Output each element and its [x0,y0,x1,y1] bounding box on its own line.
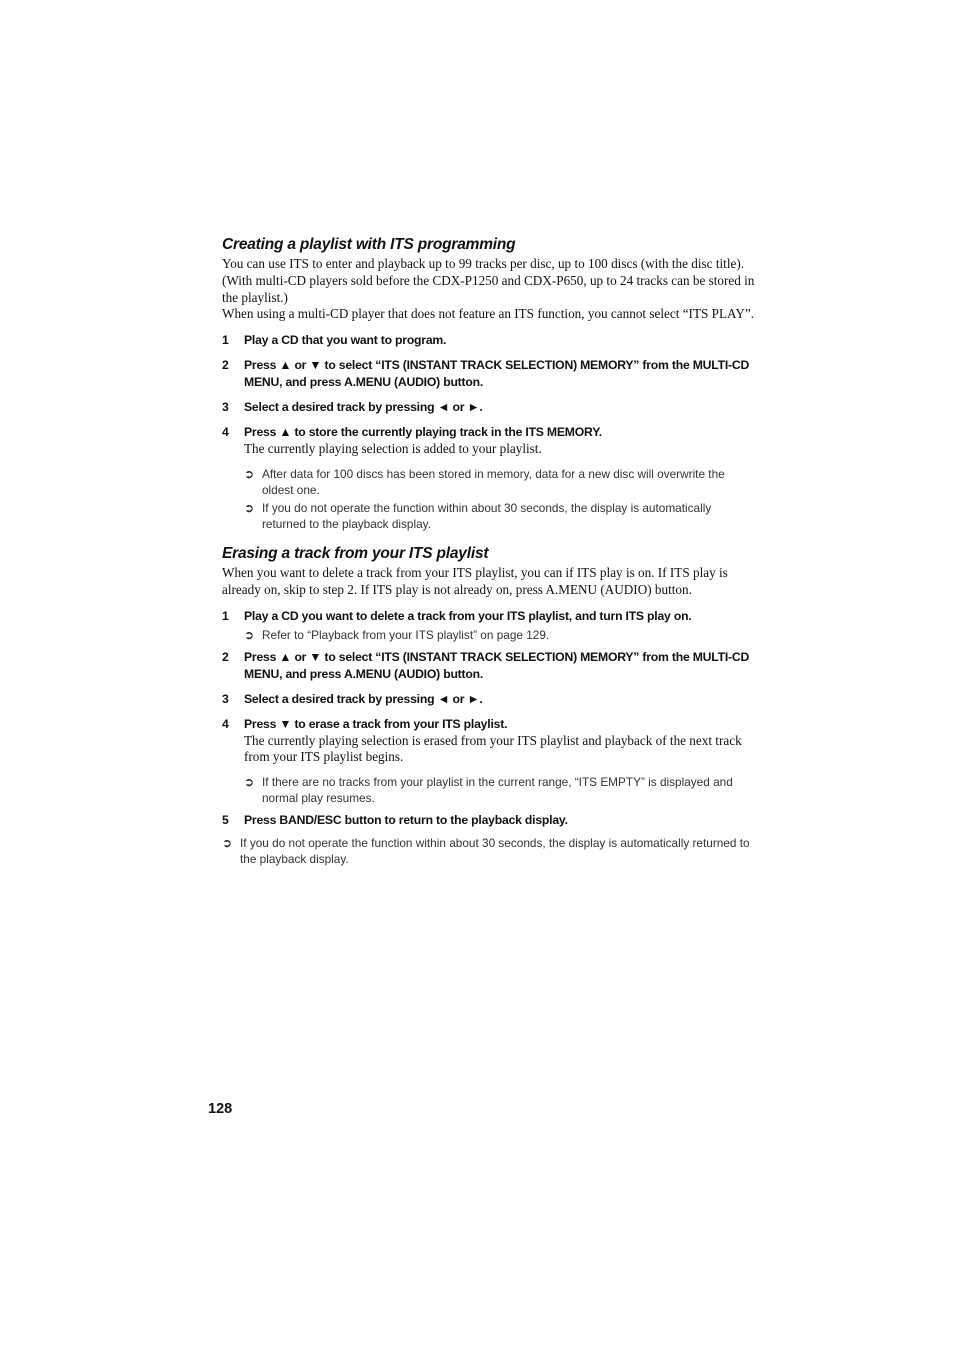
manual-page-content [222,235,758,869]
step-number: 4 [222,425,229,440]
step-number: 1 [222,608,229,623]
step-item [222,357,758,391]
step-detail: The currently playing selection is added to your playlist. [244,441,542,457]
note-text: Refer to “Playback from your ITS playlist” on page 129. [262,627,550,642]
section-heading-erasing-track: Erasing a track from your ITS playlist [222,544,489,562]
intro-paragraph: You can use ITS to enter and playback up to 99 tracks per disc, up to 100 discs (with the disc title). (With multi-CD players sold before the CDX-P1250 and CDX-P650, up to 24 tracks can be stored in the playlist.) [222,256,755,305]
notes-list [244,466,758,532]
note-arrow-icon: ➲ [244,500,255,515]
step-number: 4 [222,716,229,731]
step-number: 3 [222,691,229,706]
note-item [244,466,758,498]
step-item [222,608,758,625]
step-text: Play a CD you want to delete a track from your ITS playlist, and turn ITS play on. [244,608,692,623]
steps-list [222,608,758,868]
step-text: Press ▼ to erase a track from your ITS playlist. [244,716,508,731]
intro-paragraph-2: When using a multi-CD player that does not feature an ITS function, you cannot select “ITS PLAY”. [222,306,755,322]
section-heading-creating-playlist: Creating a playlist with ITS programming [222,236,516,253]
step-number: 1 [222,333,229,348]
step-text: Press ▲ or ▼ to select “ITS (INSTANT TRACK SELECTION) MEMORY” from the MULTI-CD MENU, and press A.MENU (AUDIO) button. [244,649,750,681]
note-text: After data for 100 discs has been stored in memory, data for a new disc will overwrite the oldest one. [262,466,725,497]
step-item [222,691,758,708]
step-text: Play a CD that you want to program. [244,333,447,348]
notes-list [244,627,758,643]
step-text: Select a desired track by pressing ◄ or ►. [244,400,483,415]
note-text: If there are no tracks from your playlist in the current range, “ITS EMPTY” is displayed and normal play resumes. [262,775,733,806]
note-item [222,835,758,867]
note-text: If you do not operate the function within about 30 seconds, the display is automatically returned to the playback display. [262,500,712,531]
note-item [244,627,758,643]
step-item [222,399,758,416]
intro-paragraph: When you want to delete a track from your ITS playlist, you can if ITS play is on. If ITS play is already on, skip to step 2. If ITS play is not already on, press A.MENU (AUDIO) button. [222,564,728,597]
step-item [222,332,758,349]
step-text: Press ▲ or ▼ to select “ITS (INSTANT TRACK SELECTION) MEMORY” from the MULTI-CD MENU, and press A.MENU (AUDIO) button. [244,358,750,390]
step-number: 5 [222,813,229,828]
step-item [222,424,758,441]
step-item [222,649,758,683]
step-detail: The currently playing selection is erased from your ITS playlist and playback of the next track from your ITS playlist begins. [244,732,742,765]
notes-list [244,774,758,806]
note-arrow-icon: ➲ [244,627,255,642]
step-number: 3 [222,400,229,415]
step-text: Press BAND/ESC button to return to the playback display. [244,813,568,828]
step-item [222,812,758,829]
note-text: If you do not operate the function within about 30 seconds, the display is automatically returned to the playback display. [240,836,750,867]
note-arrow-icon: ➲ [244,466,255,481]
step-text: Press ▲ to store the currently playing track in the ITS MEMORY. [244,425,602,440]
step-number: 2 [222,649,229,664]
note-arrow-icon: ➲ [244,775,255,790]
note-arrow-icon: ➲ [222,836,233,851]
step-text: Select a desired track by pressing ◄ or ►. [244,691,483,706]
page-number: 128 [208,1101,233,1117]
note-item [244,500,758,532]
step-number: 2 [222,358,229,373]
steps-list [222,332,758,532]
step-item [222,716,758,733]
note-item [244,774,758,806]
